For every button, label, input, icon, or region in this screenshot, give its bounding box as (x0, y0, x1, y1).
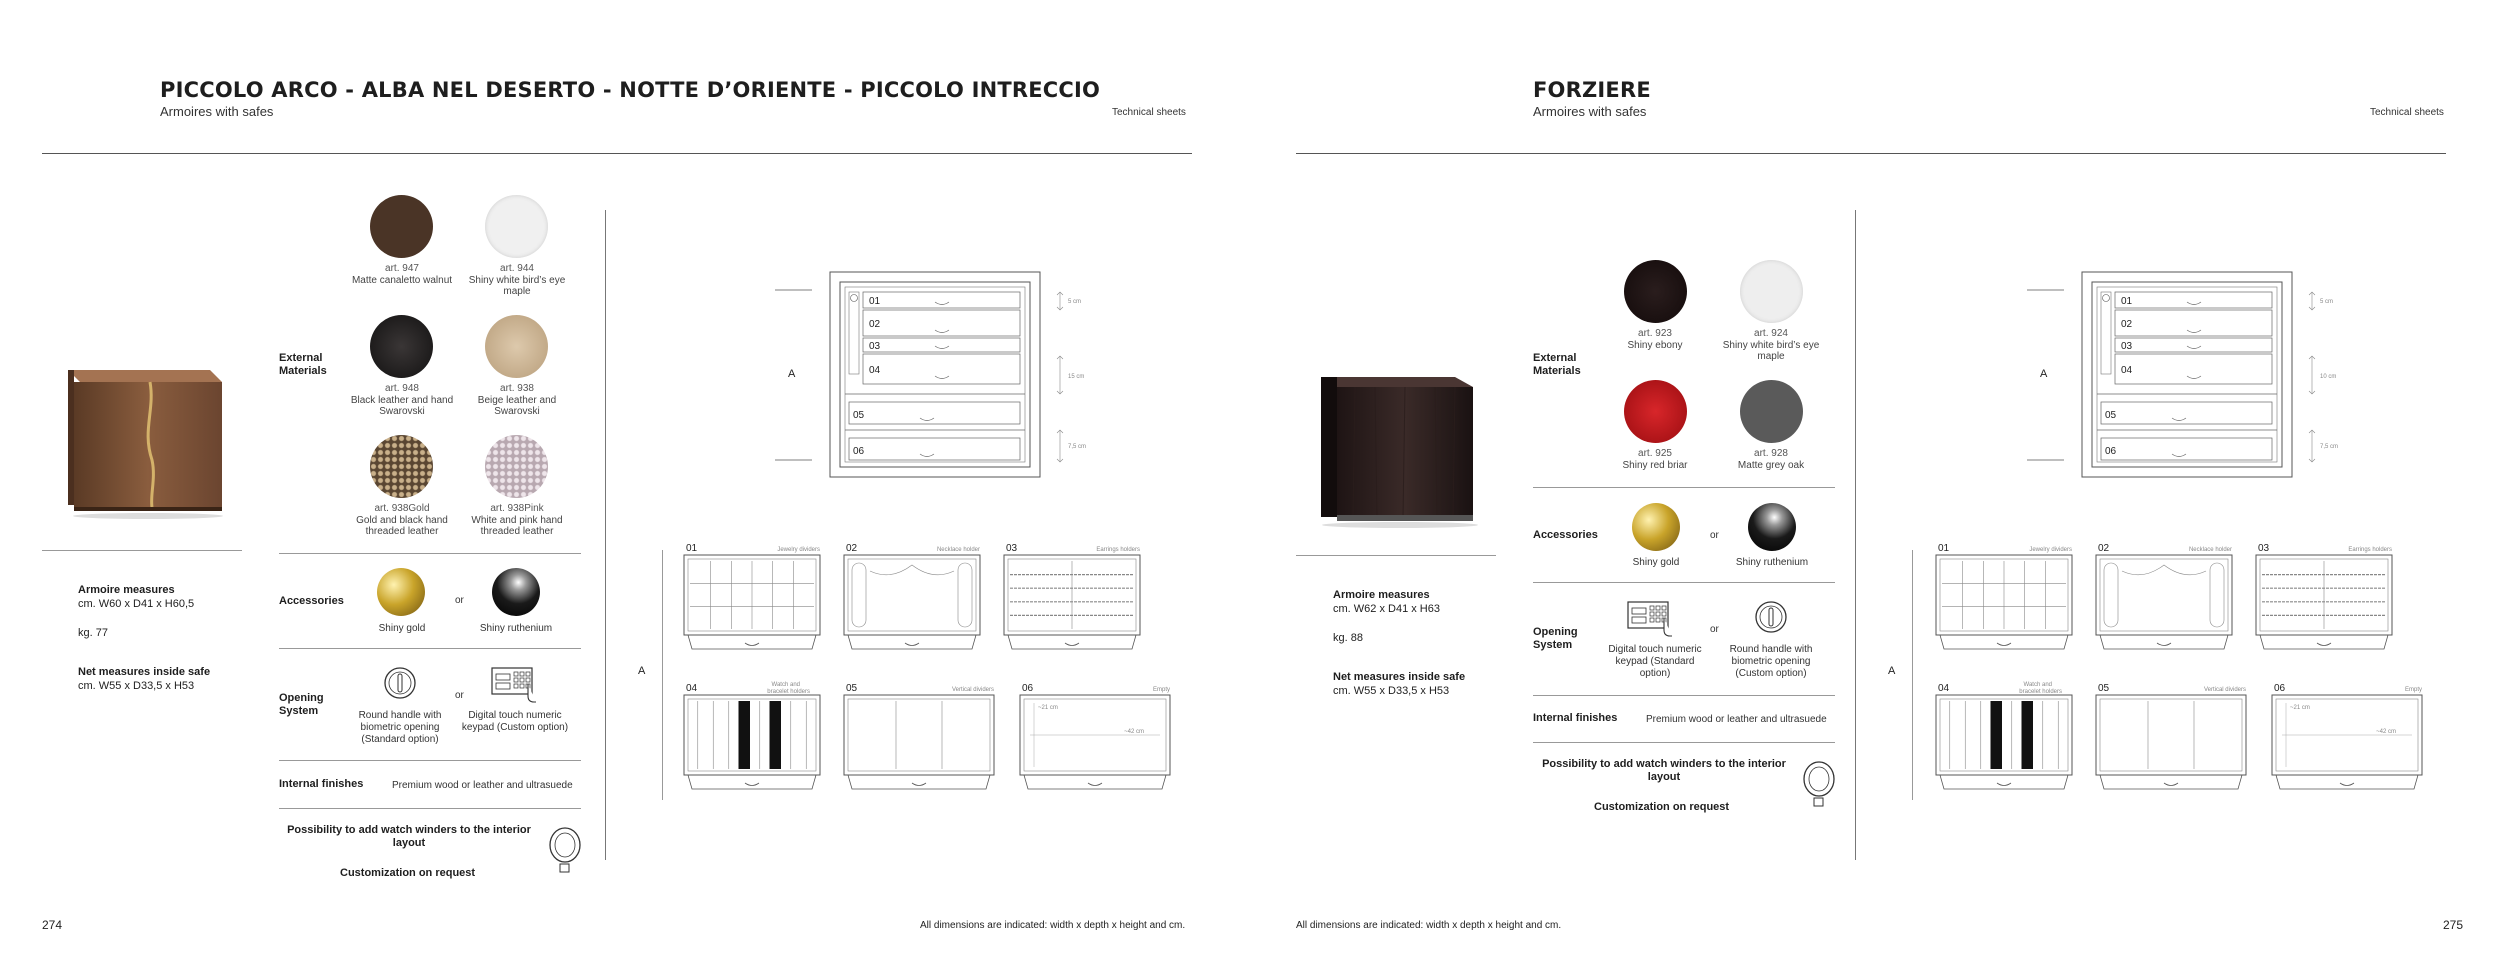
swatch-name: Black leather and hand Swarovski (350, 394, 454, 417)
drawer-insert-06 (1020, 683, 1170, 789)
internal-finishes-label: Internal finishes (279, 778, 364, 790)
insert-number: 06 (2274, 683, 2286, 694)
section-divider (279, 760, 581, 761)
drawer-insert-01 (1936, 543, 2072, 649)
external-materials-label: External Materials (1533, 352, 1581, 377)
section-divider (279, 808, 581, 809)
armoire-measures-label: Armoire measures (78, 584, 175, 596)
net-measures (78, 665, 210, 693)
swatch-caption (347, 263, 457, 286)
swatch-caption (347, 503, 457, 538)
drawer-number: 04 (2121, 365, 2133, 376)
swatch-name: Shiny red briar (1622, 459, 1688, 471)
empty-height-label: ~21 cm (1038, 705, 1058, 711)
or-label: or (455, 595, 464, 606)
accessories-label: Accessories (1533, 529, 1598, 541)
drawer-insert-05 (2096, 683, 2246, 789)
dimension-label: 10 cm (2320, 374, 2337, 380)
swatch-art-944 (485, 195, 548, 258)
insert-name: Earrings holders (2348, 547, 2392, 553)
insert-name: Watch and (2023, 682, 2052, 688)
insert-number: 02 (2098, 543, 2110, 554)
or-label: or (1710, 530, 1719, 541)
internal-finishes-label: Internal finishes (1533, 712, 1618, 724)
swatch-art-number: art. 944 (500, 263, 534, 274)
section-divider (279, 648, 581, 649)
insert-name: Necklace holder (936, 547, 980, 553)
shiny-gold-knob (377, 568, 425, 616)
opening-option: Digital touch numeric keypad (Custom option) (461, 710, 569, 733)
insert-name: bracelet holders (767, 689, 810, 695)
insert-name: Watch and (771, 682, 800, 688)
page-number: 274 (42, 918, 63, 932)
insert-name: Vertical dividers (951, 687, 994, 693)
armoire-measures (78, 583, 194, 611)
armoire-measures (1333, 588, 1440, 616)
swatch-caption (1600, 328, 1710, 351)
section-divider (279, 553, 581, 554)
keypad-icon (490, 664, 540, 704)
drawer-insert-01 (684, 543, 820, 649)
swatch-art-number: art. 923 (1638, 328, 1672, 339)
drawer-number: 02 (869, 319, 881, 330)
product-image-piccolo-arco (60, 360, 230, 520)
drawer-number: 01 (2121, 296, 2133, 307)
drawer-inserts-diagram (680, 535, 1180, 795)
swatch-caption (1716, 328, 1826, 363)
opening-option: Round handle with biometric opening (Standard option) (358, 710, 442, 745)
opening-system-label: Opening System (279, 692, 324, 717)
insert-number: 01 (1938, 543, 1950, 554)
weight-value: kg. 88 (1333, 632, 1363, 644)
external-materials-label: External Materials (279, 352, 327, 377)
insert-number: 04 (686, 683, 698, 694)
insert-name: Necklace holder (2188, 547, 2232, 553)
net-measures-label: Net measures inside safe (1333, 671, 1466, 683)
insert-name: Vertical dividers (2203, 687, 2246, 693)
swatch-name: Beige leather and Swarovski (477, 394, 557, 417)
section-divider (1533, 742, 1835, 743)
accessory-name: Shiny ruthenium (1735, 557, 1809, 568)
net-measures-value: cm. W55 x D33,5 x H53 (78, 680, 195, 692)
insert-number: 03 (1006, 543, 1018, 554)
watch-winder-icon (1802, 760, 1836, 808)
shiny-ruthenium-knob (492, 568, 540, 616)
insert-number: 06 (1022, 683, 1034, 694)
drawer-number: 01 (869, 296, 881, 307)
net-measures-label: Net measures inside safe (78, 666, 211, 678)
header-divider (1296, 153, 2446, 154)
section-label-a: A (788, 368, 796, 380)
drawer-insert-03 (2256, 543, 2392, 649)
insert-number: 04 (1938, 683, 1950, 694)
insert-name: Empty (1152, 687, 1170, 693)
footer-note: All dimensions are indicated: width x depth x height and cm. (920, 920, 1186, 931)
dimension-label: 7,5 cm (1068, 444, 1087, 450)
insert-name: bracelet holders (2019, 689, 2062, 695)
opening-system-label: Opening System (1533, 626, 1578, 651)
drawer-number: 06 (853, 446, 865, 457)
measures-divider (1296, 555, 1496, 556)
insert-number: 05 (2098, 683, 2110, 694)
swatch-name: Shiny white bird’s eye maple (468, 274, 566, 297)
swatch-art-928 (1740, 380, 1803, 443)
dimension-label: 7,5 cm (2320, 444, 2339, 450)
insert-number: 03 (2258, 543, 2270, 554)
shiny-ruthenium-knob (1748, 503, 1796, 551)
net-measures (1333, 670, 1465, 698)
swatch-art-number: art. 924 (1754, 328, 1788, 339)
drawer-insert-05 (844, 683, 994, 789)
swatch-art-number: art. 948 (385, 383, 419, 394)
drawer-number: 05 (2105, 410, 2117, 421)
swatch-caption (1600, 448, 1710, 471)
page-subtitle: Armoires with safes (1533, 104, 1647, 119)
swatch-name: Matte grey oak (1737, 459, 1805, 471)
bracket-line (1912, 550, 1913, 800)
accessory-name: Shiny ruthenium (479, 623, 553, 634)
drawer-insert-04 (684, 682, 820, 789)
drawer-number: 03 (869, 341, 881, 352)
footer-note: All dimensions are indicated: width x depth x height and cm. (1296, 920, 1562, 931)
drawer-number: 03 (2121, 341, 2133, 352)
opening-option: Round handle with biometric opening (Custom option) (1729, 644, 1813, 679)
swatch-name: Matte canaletto walnut (351, 274, 453, 286)
swatch-art-number: art. 938 (500, 383, 534, 394)
drawer-inserts-diagram (1932, 535, 2432, 795)
swatch-art-number: art. 938Gold (374, 503, 430, 514)
section-divider (1533, 695, 1835, 696)
page-number: 275 (2443, 918, 2464, 932)
swatch-art-924 (1740, 260, 1803, 323)
swatch-art-number: art. 947 (385, 263, 419, 274)
drawer-number: 05 (853, 410, 865, 421)
bracket-line (662, 550, 663, 800)
drawer-layout-diagram (2022, 270, 2392, 480)
shiny-gold-knob (1632, 503, 1680, 551)
armoire-measures-value: cm. W62 x D41 x H63 (1333, 603, 1440, 615)
page-subtitle: Armoires with safes (160, 104, 274, 119)
drawer-insert-02 (2096, 543, 2232, 649)
drawer-number: 02 (2121, 319, 2133, 330)
insert-name: Empty (2404, 687, 2422, 693)
section-label-a: A (1888, 665, 1896, 677)
customization-text: Customization on request (340, 867, 476, 879)
drawer-insert-03 (1004, 543, 1140, 649)
accessories-label: Accessories (279, 595, 344, 607)
dimension-label: 5 cm (2320, 299, 2334, 305)
empty-height-label: ~21 cm (2290, 705, 2310, 711)
swatch-name: Shiny white bird’s eye maple (1722, 339, 1820, 362)
swatch-art-947 (370, 195, 433, 258)
internal-finishes-value: Premium wood or leather and ultrasuede (392, 780, 573, 791)
insert-number: 05 (846, 683, 858, 694)
round-handle-icon (1754, 600, 1788, 634)
swatch-art-number: art. 928 (1754, 448, 1788, 459)
product-image-forziere (1315, 365, 1485, 535)
drawer-insert-06 (2272, 683, 2422, 789)
technical-sheets-label: Technical sheets (1112, 107, 1186, 118)
swatch-caption (462, 383, 572, 418)
swatch-caption (347, 383, 457, 418)
empty-width-label: ~42 cm (2376, 729, 2396, 735)
swatch-art-number: art. 925 (1638, 448, 1672, 459)
round-handle-icon (383, 666, 417, 700)
section-divider (1533, 487, 1835, 488)
swatch-name: Shiny ebony (1627, 339, 1683, 351)
insert-name: Earrings holders (1096, 547, 1140, 553)
or-label: or (1710, 624, 1719, 635)
swatch-caption (462, 503, 572, 538)
dimension-label: 5 cm (1068, 299, 1082, 305)
swatch-caption (462, 263, 572, 298)
accessory-name: Shiny gold (1632, 557, 1680, 568)
dimension-label: 15 cm (1068, 374, 1085, 380)
drawer-insert-02 (844, 543, 980, 649)
drawer-number: 04 (869, 365, 881, 376)
opening-option: Digital touch numeric keypad (Standard option) (1608, 644, 1702, 679)
or-label: or (455, 690, 464, 701)
keypad-icon (1626, 598, 1676, 638)
internal-finishes-value: Premium wood or leather and ultrasuede (1646, 714, 1827, 725)
swatch-art-948 (370, 315, 433, 378)
swatch-caption (1716, 448, 1826, 471)
drawer-insert-04 (1936, 682, 2072, 789)
column-divider (605, 210, 606, 860)
customization-text: Customization on request (1594, 801, 1730, 813)
watch-winder-icon (548, 826, 582, 874)
section-label-a: A (638, 665, 646, 677)
swatch-art-938 (485, 315, 548, 378)
technical-sheets-label: Technical sheets (2370, 107, 2444, 118)
drawer-number: 06 (2105, 446, 2117, 457)
accessory-name: Shiny gold (378, 623, 426, 634)
drawer-layout-diagram (770, 270, 1140, 480)
section-divider (1533, 582, 1835, 583)
page-title: PICCOLO ARCO - ALBA NEL DESERTO - NOTTE D’ORIENTE - PICCOLO INTRECCIO (160, 78, 1101, 102)
armoire-measures-label: Armoire measures (1333, 589, 1430, 601)
net-measures-value: cm. W55 x D33,5 x H53 (1333, 685, 1450, 697)
section-label-a: A (2040, 368, 2048, 380)
swatch-art-925 (1624, 380, 1687, 443)
weight-value: kg. 77 (78, 627, 108, 639)
header-divider (42, 153, 1192, 154)
insert-name: Jewelry dividers (777, 547, 820, 553)
swatch-name: White and pink hand threaded leather (471, 514, 563, 537)
insert-number: 01 (686, 543, 698, 554)
swatch-art-938pink (485, 435, 548, 498)
insert-number: 02 (846, 543, 858, 554)
insert-name: Jewelry dividers (2029, 547, 2072, 553)
measures-divider (42, 550, 242, 551)
swatch-name: Gold and black hand threaded leather (356, 514, 448, 537)
column-divider (1855, 210, 1856, 860)
watch-winders-text: Possibility to add watch winders to the interior layout (287, 824, 531, 849)
watch-winders-text: Possibility to add watch winders to the interior layout (1542, 758, 1786, 783)
armoire-measures-value: cm. W60 x D41 x H60,5 (78, 598, 195, 610)
empty-width-label: ~42 cm (1124, 729, 1144, 735)
swatch-art-number: art. 938Pink (490, 503, 544, 514)
swatch-art-923 (1624, 260, 1687, 323)
swatch-art-938gold (370, 435, 433, 498)
page-title: FORZIERE (1533, 78, 1651, 102)
